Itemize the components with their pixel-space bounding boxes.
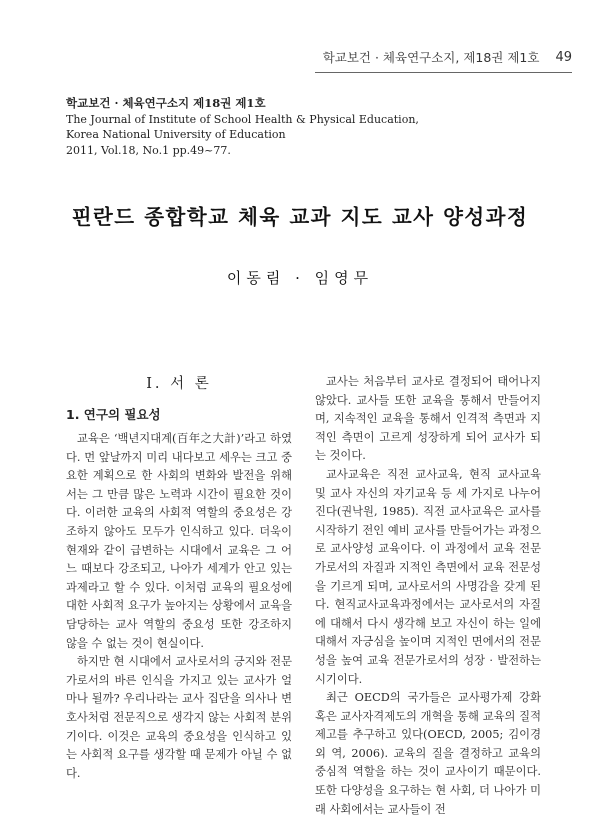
paragraph: 교육은 ‘백년지대계(百年之大計)’라고 하였다. 먼 앞날까지 미리 내다보고 세우는 크고 중요한 계획으로 한 사회의 변화와 발전을 위해서는 그 만큼 많은 노력과 시간이 필요한 것이다. 이러한 교육의 사회적 역할의 중요성은 강조하지 않아도 모두가 인식하고 있다. 더욱이 현재와 같이 급변하는 시대에서 교육은 그 어느 때보다 강조되고, 나아가 세계가 안고 있는 과제라고 할 수 있다. 이처럼 교육의 필요성에 대한 사회적 요구가 높아지는 상황에서 교육을 담당하는 교사 역할의 중요성 또한 강조하지 않을 수 없는 것이 현실이다. xyxy=(66,432,292,650)
paragraph: 교사는 처음부터 교사로 결정되어 태어나지 않았다. 교사들 또한 교육을 통해서 만들어지며, 지속적인 교육을 통해서 인격적 측면과 지적인 측면이 고르게 성장하게 되어 교사가 되는 것이다. xyxy=(315,375,541,463)
paragraph: 교사교육은 직전 교사교육, 현직 교사교육 및 교사 자신의 자기교육 등 세 가지로 나누어진다(권낙원, 1985). 직전 교사교육은 교사를 시작하기 전인 예비 교사를 만들어가는 과정으로 교사양성 교육이다. 이 과정에서 교육 전문가로서의 자질과 지적인 측면에서 교육 전문성을 기르게 되며, 교사로서의 사명감을 갖게 된다. 현직교사교육과정에서는 교사로서의 자질에 대해서 다시 생각해 보고 자신이 하는 일에 대해서 자긍심을 높이며 지적인 면에서의 전문성을 높여 교육 전문가로서의 성장 · 발전하는 시기이다. xyxy=(315,467,541,686)
subsection-heading: 1. 연구의 필요성 xyxy=(66,407,161,422)
journal-citation: 2011, Vol.18, No.1 pp.49~77. xyxy=(66,143,231,157)
paper-authors: 이동림 · 임영무 xyxy=(226,269,374,287)
left-column xyxy=(66,430,292,783)
paragraph: 최근 OECD의 국가들은 교사평가제 강화 혹은 교사자격제도의 개혁을 통해 교육의 질적 제고를 추구하고 있다(OECD, 2005; 김이경외 역, 2006). 교육의 질을 결정하고 교육의 중심적 역할을 하는 것이 교사이기 때문이다. 또한 다양성을 요구하는 현 사회, 더 나아가 미래 사회에서는 교사들이 전 xyxy=(315,691,541,816)
section-heading: Ⅰ. 서 론 xyxy=(146,376,212,392)
journal-info xyxy=(66,96,419,158)
journal-name-english: The Journal of Institute of School Health & Physical Education, xyxy=(66,112,419,126)
page-number: 49 xyxy=(555,49,572,65)
header-rule xyxy=(315,72,572,73)
running-title: 학교보건 · 체육연구소지, 제18권 제1호 xyxy=(322,50,540,65)
journal-publisher: Korea National University of Education xyxy=(66,128,286,141)
right-column xyxy=(315,373,541,819)
paper-title: 핀란드 종합학교 체육 교과 지도 교사 양성과정 xyxy=(71,205,529,229)
running-header xyxy=(316,46,572,68)
paragraph: 하지만 현 시대에서 교사로서의 긍지와 전문가로서의 바른 인식을 가지고 있는 교사가 얼마나 될까? 우리나라는 교사 집단을 의사나 변호사처럼 전문직으로 생각지 않는 사회적 분위기이다. 이것은 교육의 중요성을 인식하고 있는 사회적 요구를 생각할 때 문제가 아닐 수 없다. xyxy=(66,655,292,780)
journal-name-korean: 학교보건 · 체육연구소지 제18권 제1호 xyxy=(66,96,266,110)
